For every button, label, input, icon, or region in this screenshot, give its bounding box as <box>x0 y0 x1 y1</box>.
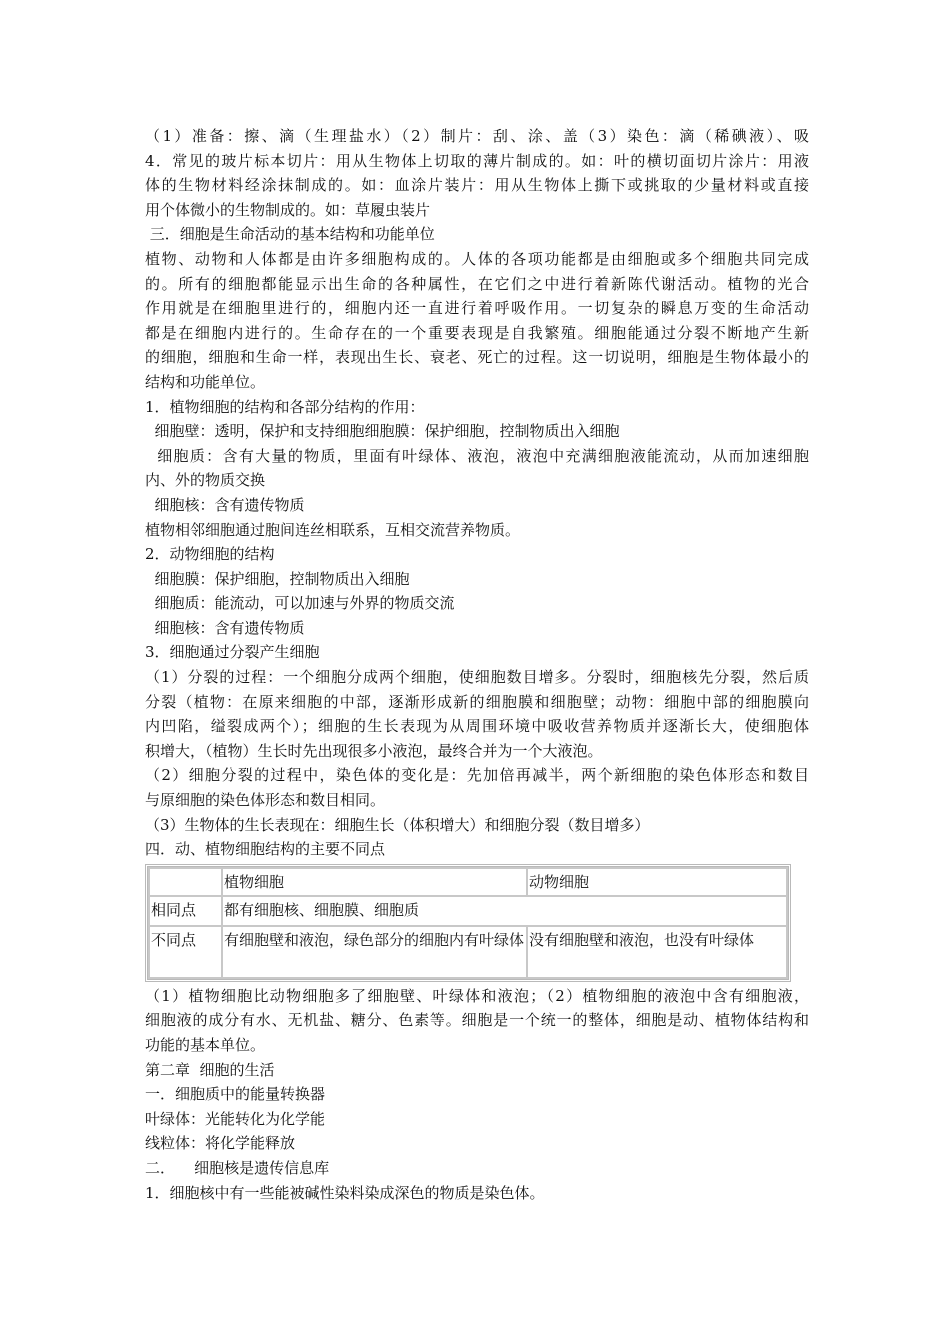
table-header-row <box>149 868 787 896</box>
text-line: 细胞壁：透明，保护和支持细胞细胞膜：保护细胞，控制物质出入细胞 <box>145 422 620 441</box>
text-line: 4．常见的玻片标本切片：用从生物体上切取的薄片制成的。如：叶的横切面切片涂片：用液 <box>145 151 809 170</box>
text-line: 分裂（植物：在原来细胞的中部，逐渐形成新的细胞膜和细胞壁；动物：细胞中部的细胞膜向 <box>145 692 809 711</box>
table-cell: 相同点 <box>149 896 222 926</box>
text-line: 与原细胞的染色体形态和数目相同。 <box>145 791 386 810</box>
text-line: 的。所有的细胞都能显示出生命的各种属性，在它们之中进行着新陈代谢活动。植物的光合 <box>145 274 809 293</box>
section-heading: 一．细胞质中的能量转换器 <box>145 1085 326 1104</box>
text-line: 1．细胞核中有一些能被碱性染料染成深色的物质是染色体。 <box>145 1183 545 1202</box>
text-line: 功能的基本单位。 <box>145 1036 266 1054</box>
text-line: 1．植物细胞的结构和各部分结构的作用： <box>145 397 425 416</box>
chapter-heading: 第二章 细胞的生活 <box>145 1060 275 1079</box>
text-line: 用个体微小的生物制成的。如：草履虫装片 <box>145 200 431 219</box>
text-line: 线粒体：将化学能释放 <box>145 1134 296 1153</box>
text-line: 细胞核：含有遗传物质 <box>145 618 305 637</box>
table-header-cell: 植物细胞 <box>222 868 527 896</box>
text-line: 细胞核：含有遗传物质 <box>145 495 305 514</box>
text-line: 都是在细胞内进行的。生命存在的一个重要表现是自我繁殖。细胞能通过分裂不断地产生新 <box>145 323 809 342</box>
text-line: （1）准备：擦、滴（生理盐水）（2）制片：刮、涂、盖（3）染色：滴（稀碘液）、吸 <box>145 127 809 145</box>
table-row <box>149 896 787 926</box>
text-line: 积增大，（植物）生长时先出现很多小液泡，最终合并为一个大液泡。 <box>145 741 603 760</box>
text-line: 内、外的物质交换 <box>145 471 266 490</box>
table-cell: 不同点 <box>149 926 222 978</box>
text-line: 3．细胞通过分裂产生细胞 <box>145 643 320 662</box>
table-header-cell <box>149 868 222 896</box>
text-line: 作用就是在细胞里进行的，细胞内还一直进行着呼吸作用。一切复杂的瞬息万变的生命活动 <box>145 299 809 318</box>
text-line: 细胞质：含有大量的物质，里面有叶绿体、液泡，液泡中充满细胞液能流动，从而加速细胞 <box>145 446 809 465</box>
text-line: 植物相邻细胞通过胞间连丝相联系，互相交流营养物质。 <box>145 520 521 539</box>
section-heading: 三．细胞是生命活动的基本结构和功能单位 <box>145 225 435 244</box>
table-row <box>149 926 787 978</box>
document-page <box>145 124 809 1205</box>
text-line: （3）生物体的生长表现在：细胞生长（体积增大）和细胞分裂（数目增多） <box>145 815 650 834</box>
table-cell: 都有细胞核、细胞膜、细胞质 <box>222 896 787 926</box>
text-line: （2）细胞分裂的过程中，染色体的变化是：先加倍再减半，两个新细胞的染色体形态和数目 <box>145 766 809 785</box>
text-line: 细胞质：能流动，可以加速与外界的物质交流 <box>145 594 455 613</box>
table-cell: 没有细胞壁和液泡，也没有叶绿体 <box>527 926 787 978</box>
text-line: 的细胞，细胞和生命一样，表现出生长、衰老、死亡的过程。这一切说明，细胞是生物体最小的 <box>145 348 809 367</box>
text-line: 体的生物材料经涂抹制成的。如：血涂片装片：用从生物体上撕下或挑取的少量材料或直接 <box>145 176 809 195</box>
comparison-table <box>145 864 791 982</box>
text-line: （1）分裂的过程：一个细胞分成两个细胞，使细胞数目增多。分裂时，细胞核先分裂，然后质 <box>145 668 809 687</box>
table-header-cell: 动物细胞 <box>527 868 787 896</box>
section-heading: 四．动、植物细胞结构的主要不同点 <box>145 840 386 859</box>
text-line: 细胞液的成分有水、无机盐、糖分、色素等。细胞是一个统一的整体，细胞是动、植物体结构和 <box>145 1011 809 1030</box>
section-heading: 二． 细胞核是遗传信息库 <box>145 1158 330 1177</box>
text-line: 2．动物细胞的结构 <box>145 545 275 564</box>
text-line: 植物、动物和人体都是由许多细胞构成的。人体的各项功能都是由细胞或多个细胞共同完成 <box>145 249 809 268</box>
text-line: 细胞膜：保护细胞，控制物质出入细胞 <box>145 569 410 588</box>
table-cell: 有细胞壁和液泡，绿色部分的细胞内有叶绿体 <box>222 926 527 978</box>
text-line: 结构和功能单位。 <box>145 372 266 391</box>
text-line: 叶绿体：光能转化为化学能 <box>145 1109 326 1128</box>
text-line: （1）植物细胞比动物细胞多了细胞壁、叶绿体和液泡；（2）植物细胞的液泡中含有细胞液， <box>145 986 809 1005</box>
text-line: 内凹陷，缢裂成两个）；细胞的生长表现为从周围环境中吸收营养物质并逐渐长大，使细胞体 <box>145 717 809 736</box>
